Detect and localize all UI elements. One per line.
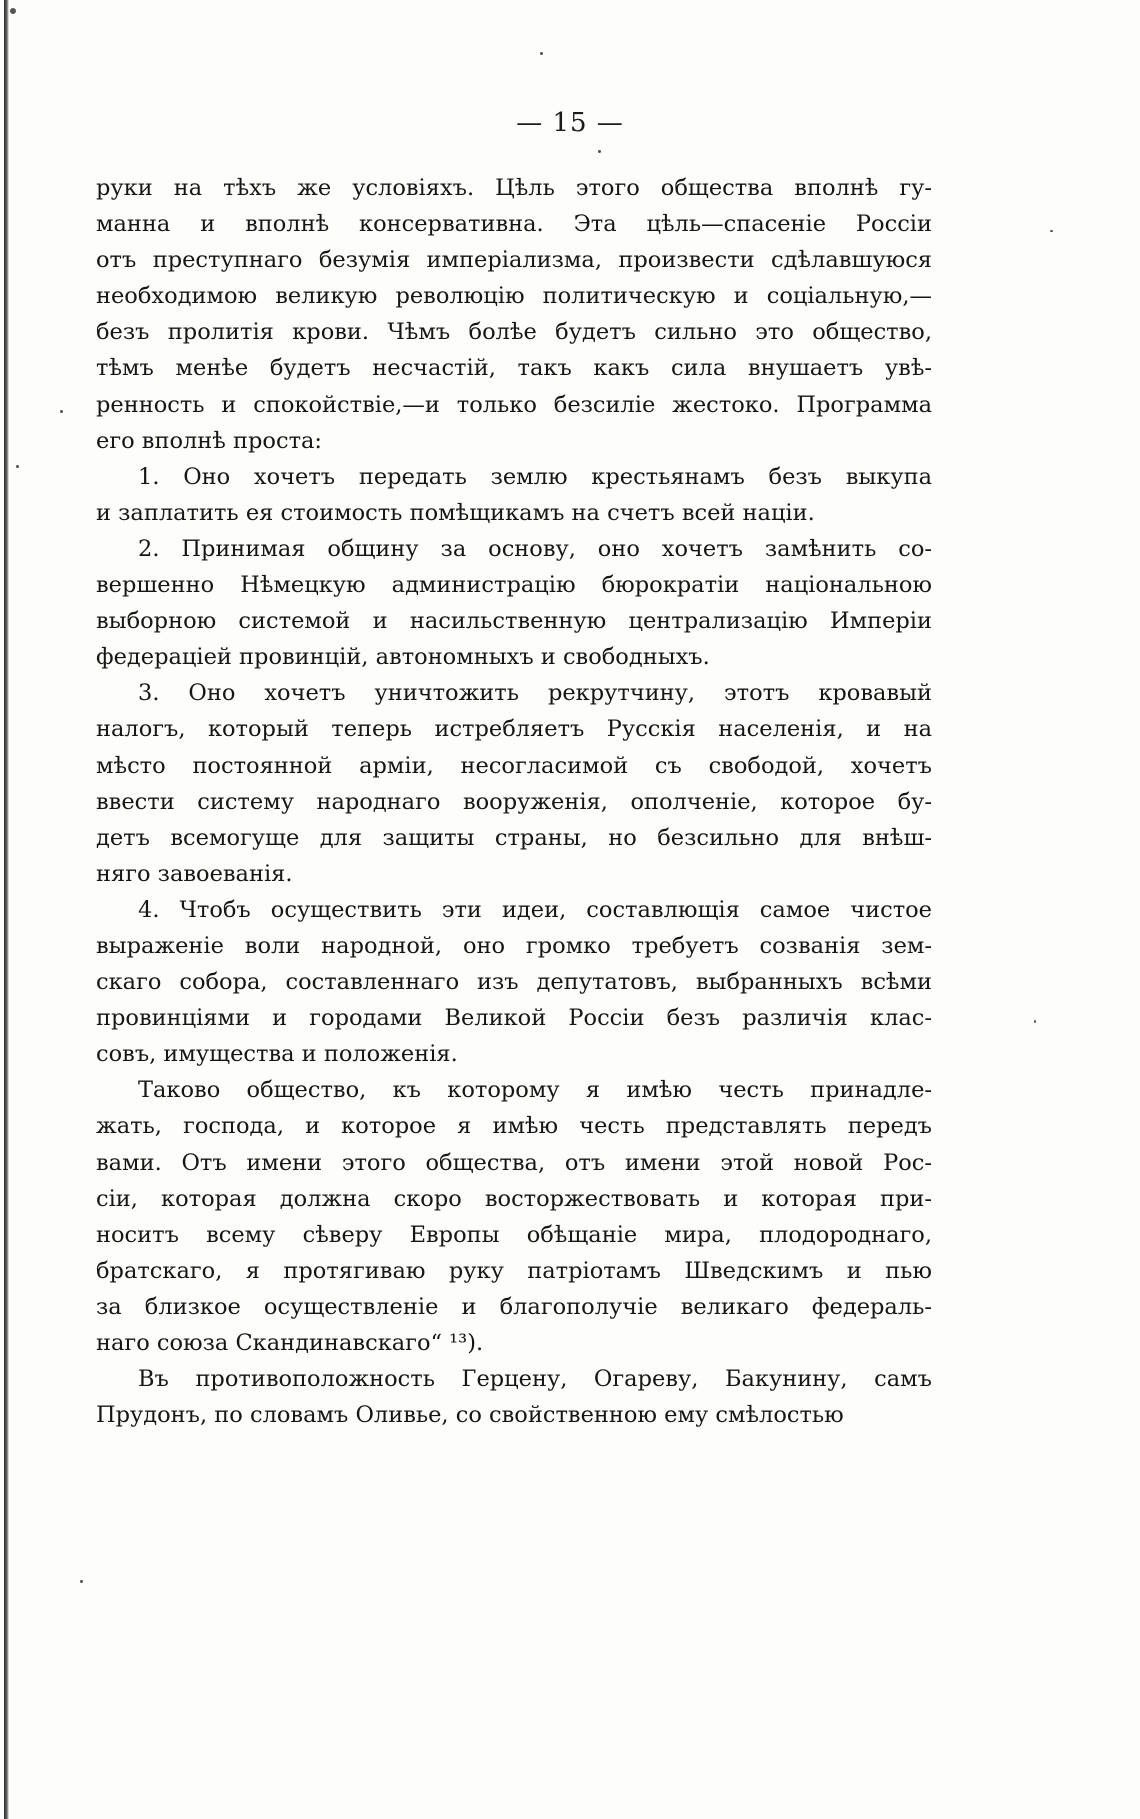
text-line: наго союза Скандинавскаго“ ¹³). [96,1330,484,1356]
text-line: Прудонъ, по словамъ Оливье, со свойственною ему смѣлостью [96,1402,844,1429]
paragraph [96,892,932,1072]
text-line: братскаго, я протягиваю руку патріотамъ Шведскимъ и пью [96,1257,932,1284]
scan-speck [598,150,601,153]
text-line: тѣмъ менѣе будетъ несчастій, такъ какъ сила внушаетъ увѣ- [96,355,932,382]
scan-speck [16,465,19,468]
text-line: 4. Чтобъ осуществить эти идеи, составлющія самое чистое [138,896,932,923]
text-line: за близкое осуществленіе и благополучіе великаго федераль- [96,1293,932,1320]
scan-speck [60,410,63,413]
paragraph [96,675,932,892]
paragraph [96,459,932,531]
text-line: сіи, которая должна скоро восторжествовать и которая при- [96,1185,932,1212]
text-line: вершенно Нѣмецкую администрацію бюрократіи національною [96,572,932,599]
text-line: жать, господа, и которое я имѣю честь представлять передъ [96,1113,932,1140]
scan-speck [1034,1020,1036,1023]
text-line: ренность и спокойствіе,—и только безсиліе жестоко. Программа [96,391,932,418]
text-line: налогъ, который теперь истребляетъ Русскія населенія, и на [96,716,932,743]
text-line: носитъ всему сѣверу Европы обѣщаніе мира, плодороднаго, [96,1221,932,1248]
paragraph [96,531,932,675]
text-line: 1. Оно хочетъ передать землю крестьянамъ безъ выкупа [138,463,932,490]
page-number: — 15 — [516,108,624,138]
text-line: няго завоеванія. [96,860,293,887]
scan-speck [540,52,543,55]
body-text [96,170,932,1433]
text-line: совъ, имущества и положенія. [96,1041,458,1068]
text-line: отъ преступнаго безумія имперіализма, произвести сдѣлавшуюся [96,247,932,274]
text-line: вами. Отъ имени этого общества, отъ имени этой новой Рос- [96,1149,932,1176]
text-line: выборною системой и насильственную централизацію Имперіи [96,608,932,635]
text-line: манна и вполнѣ консервативна. Эта цѣль—спасеніе Россіи [96,211,932,238]
scan-speck [10,8,16,14]
text-line: мѣсто постоянной арміи, несогласимой съ свободой, хочетъ [96,752,932,779]
text-line: Таково общество, къ которому я имѣю честь принадле- [138,1077,932,1104]
text-line: 3. Оно хочетъ уничтожить рекрутчину, этотъ кровавый [138,680,932,707]
text-line: скаго собора, составленнаго изъ депутатовъ, выбранныхъ всѣми [96,969,932,996]
paragraph [96,1072,932,1361]
text-line: его вполнѣ проста: [96,427,323,454]
paragraph [96,170,932,459]
text-line: Въ противоположность Герцену, Огареву, Бакунину, самъ [138,1366,932,1393]
text-line: детъ всемогуще для защиты страны, но безсильно для внѣш- [96,824,932,851]
text-line: руки на тѣхъ же условіяхъ. Цѣль этого общества вполнѣ гу- [96,175,932,201]
text-line: 2. Принимая общину за основу, оно хочетъ замѣнить со- [138,535,932,562]
text-line: безъ пролитія крови. Чѣмъ болѣе будетъ сильно это общество, [96,319,932,346]
text-line: выраженіе воли народной, оно громко требуетъ созванія зем- [96,932,932,959]
paragraph [96,1361,932,1433]
text-line: провинціями и городами Великой Россіи безъ различія клас- [96,1005,932,1032]
scan-speck [1050,230,1053,232]
page-binding-edge [4,0,9,1819]
text-line: федераціей провинцій, автономныхъ и свободныхъ. [96,644,710,671]
text-line: и заплатить ея стоимость помѣщикамъ на счетъ всей націи. [96,499,815,526]
text-line: ввести систему народнаго вооруженія, ополченіе, которое бу- [96,788,932,815]
text-line: необходимою великую революцію политическую и соціальную,— [96,283,932,310]
scan-speck [80,1580,83,1583]
